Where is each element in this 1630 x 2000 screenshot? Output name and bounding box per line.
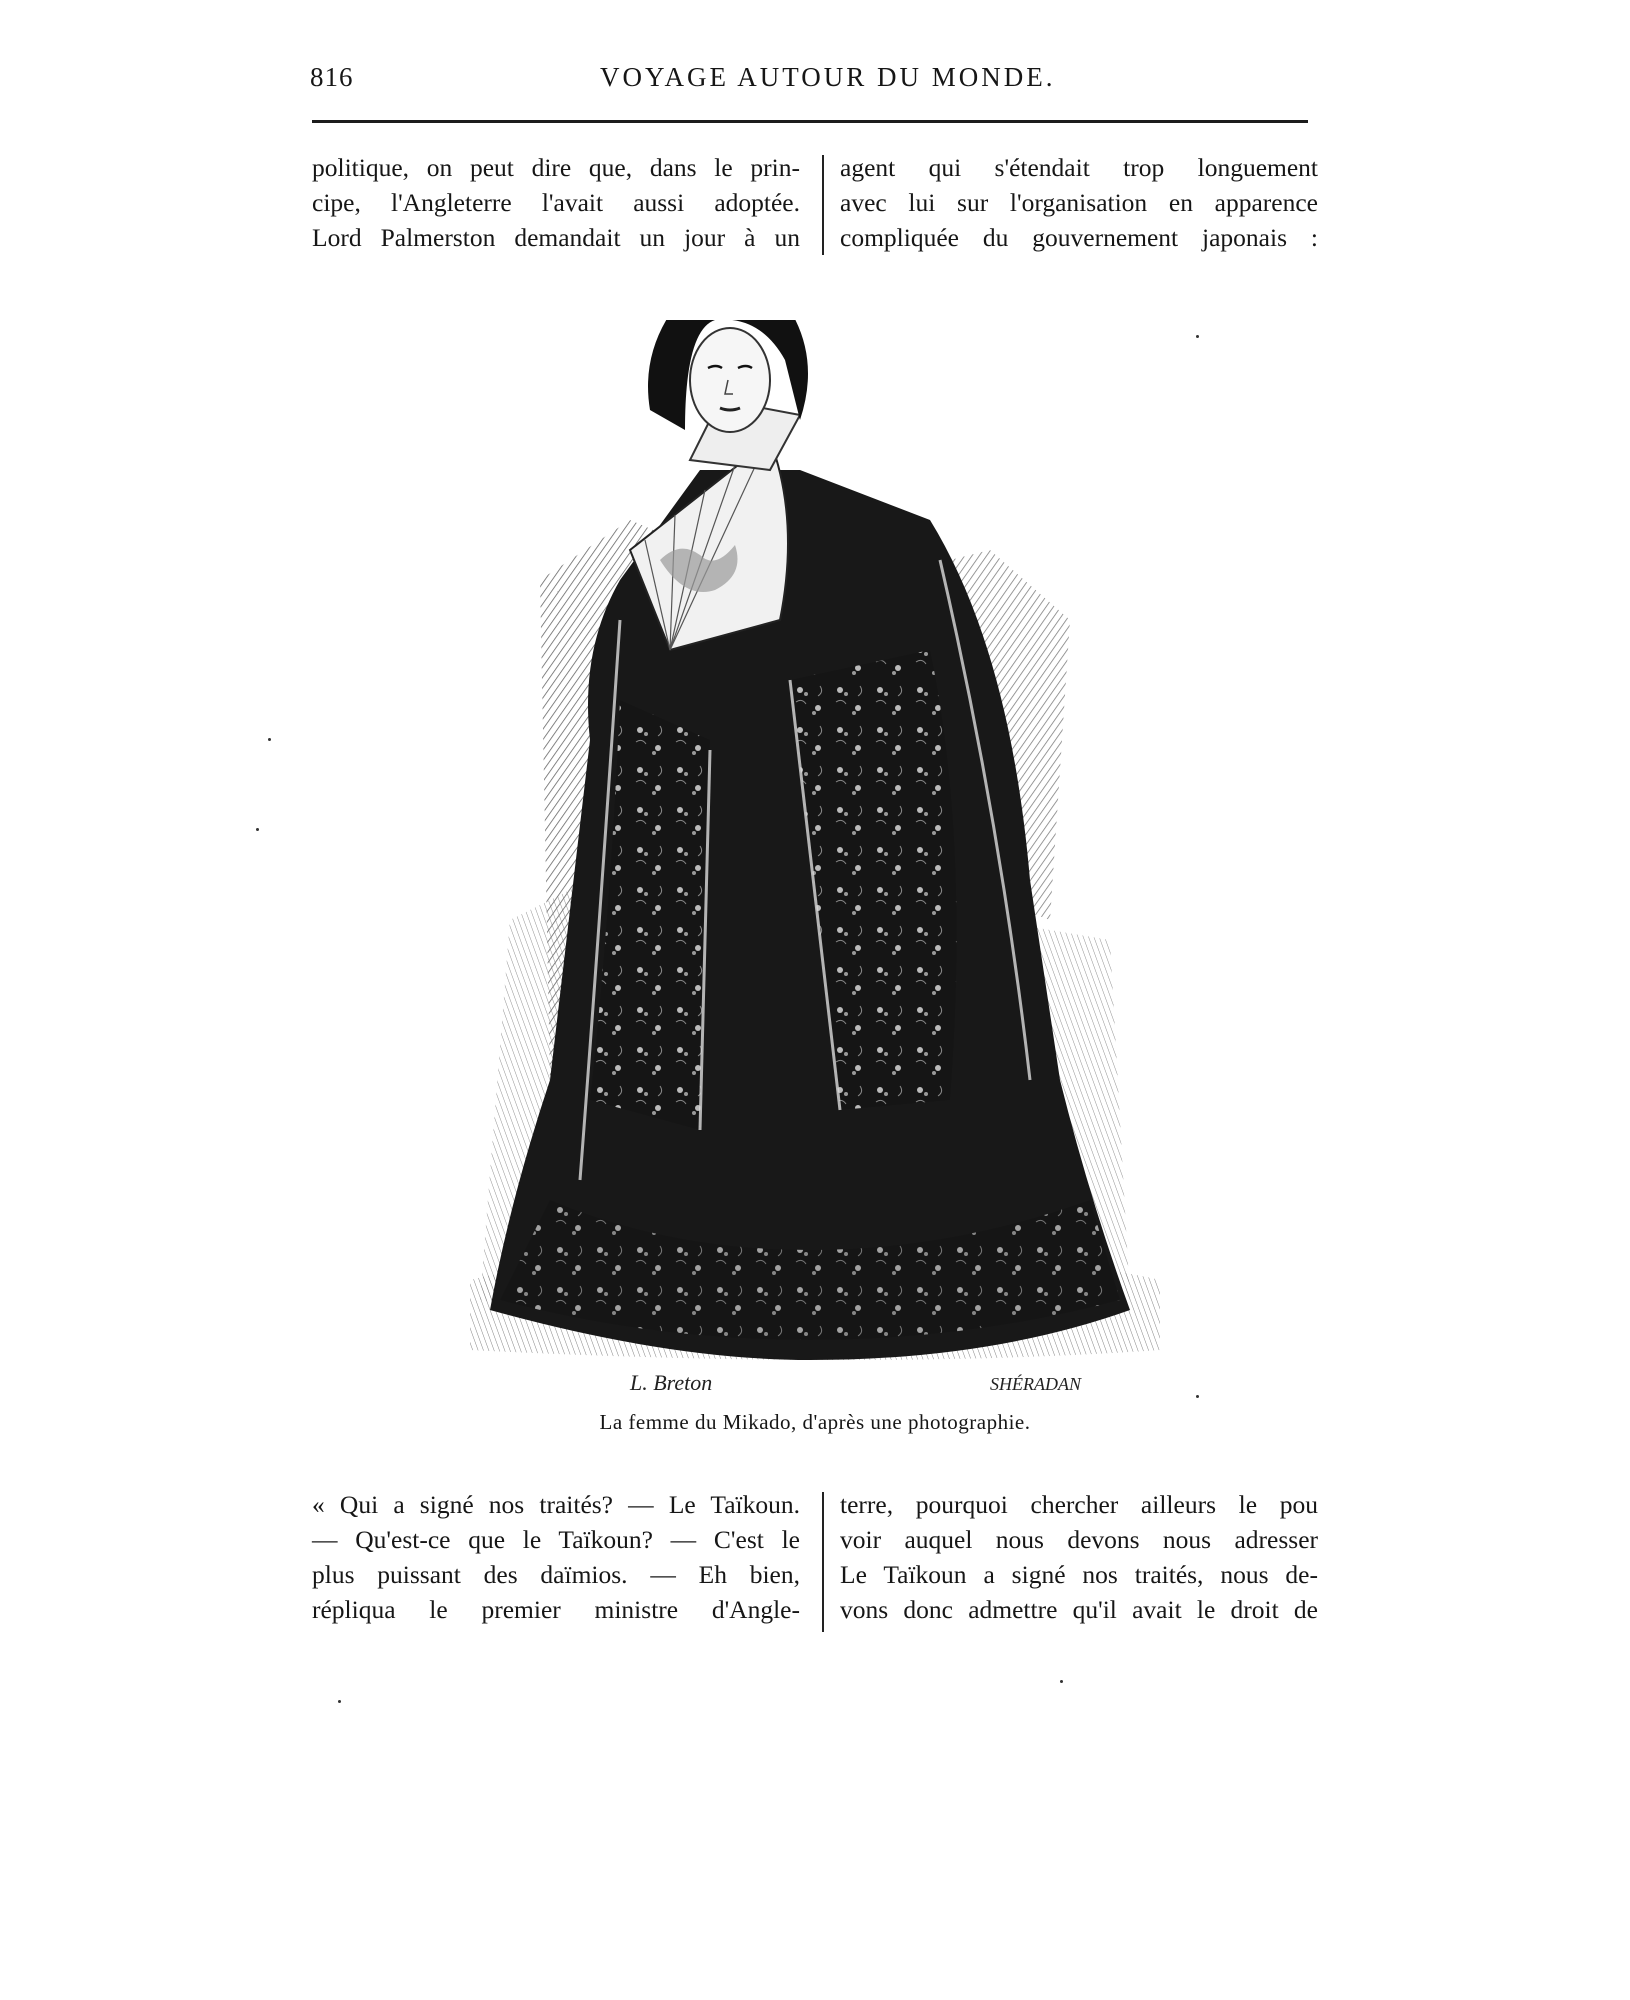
text-line: agent qui s'étendait trop longuement: [840, 153, 1318, 182]
text-line: compliquée du gouvernement japonais :: [840, 223, 1318, 252]
bottom-right-column: [840, 1487, 1318, 1627]
text-line: « Qui a signé nos traités? — Le Taïkoun.: [312, 1490, 800, 1519]
text-line: voir auquel nous devons nous adresser: [840, 1525, 1318, 1554]
scan-speck: [268, 738, 271, 741]
header-rule: [312, 120, 1308, 123]
scan-speck: [1196, 1395, 1199, 1398]
engraver-signature-right: SHÉRADAN: [990, 1374, 1081, 1394]
scan-speck: [1196, 335, 1199, 338]
text-line: vons donc admettre qu'il avait le droit de: [840, 1595, 1318, 1624]
top-left-column: [312, 150, 800, 255]
bottom-left-column: [312, 1487, 800, 1627]
column-divider: [822, 155, 824, 255]
text-line: cipe, l'Angleterre l'avait aussi adoptée.: [312, 188, 800, 217]
text-line: politique, on peut dire que, dans le prin-: [312, 153, 800, 182]
face: [690, 328, 770, 432]
text-line: Lord Palmerston demandait un jour à un: [312, 223, 800, 252]
top-right-column: [840, 150, 1318, 255]
text-line: Le Taïkoun a signé nos traités, nous de-: [840, 1560, 1318, 1589]
text-line: — Qu'est-ce que le Taïkoun? — C'est le: [312, 1525, 800, 1554]
text-line: plus puissant des daïmios. — Eh bien,: [312, 1560, 800, 1589]
text-line: avec lui sur l'organisation en apparence: [840, 188, 1318, 217]
figure-caption: La femme du Mikado, d'après une photographie.: [599, 1410, 1031, 1434]
engraver-signature-left: L. Breton: [630, 1370, 713, 1395]
scan-speck: [1060, 1680, 1063, 1683]
engraving-illustration: [470, 320, 1160, 1400]
text-line: terre, pourquoi chercher ailleurs le pou: [840, 1490, 1318, 1519]
text-line: répliqua le premier ministre d'Angle-: [312, 1595, 800, 1624]
page-number: 816: [310, 62, 354, 92]
column-divider: [822, 1492, 824, 1632]
running-title: VOYAGE AUTOUR DU MONDE.: [600, 62, 1056, 92]
scan-speck: [338, 1700, 341, 1703]
scan-speck: [256, 828, 259, 831]
